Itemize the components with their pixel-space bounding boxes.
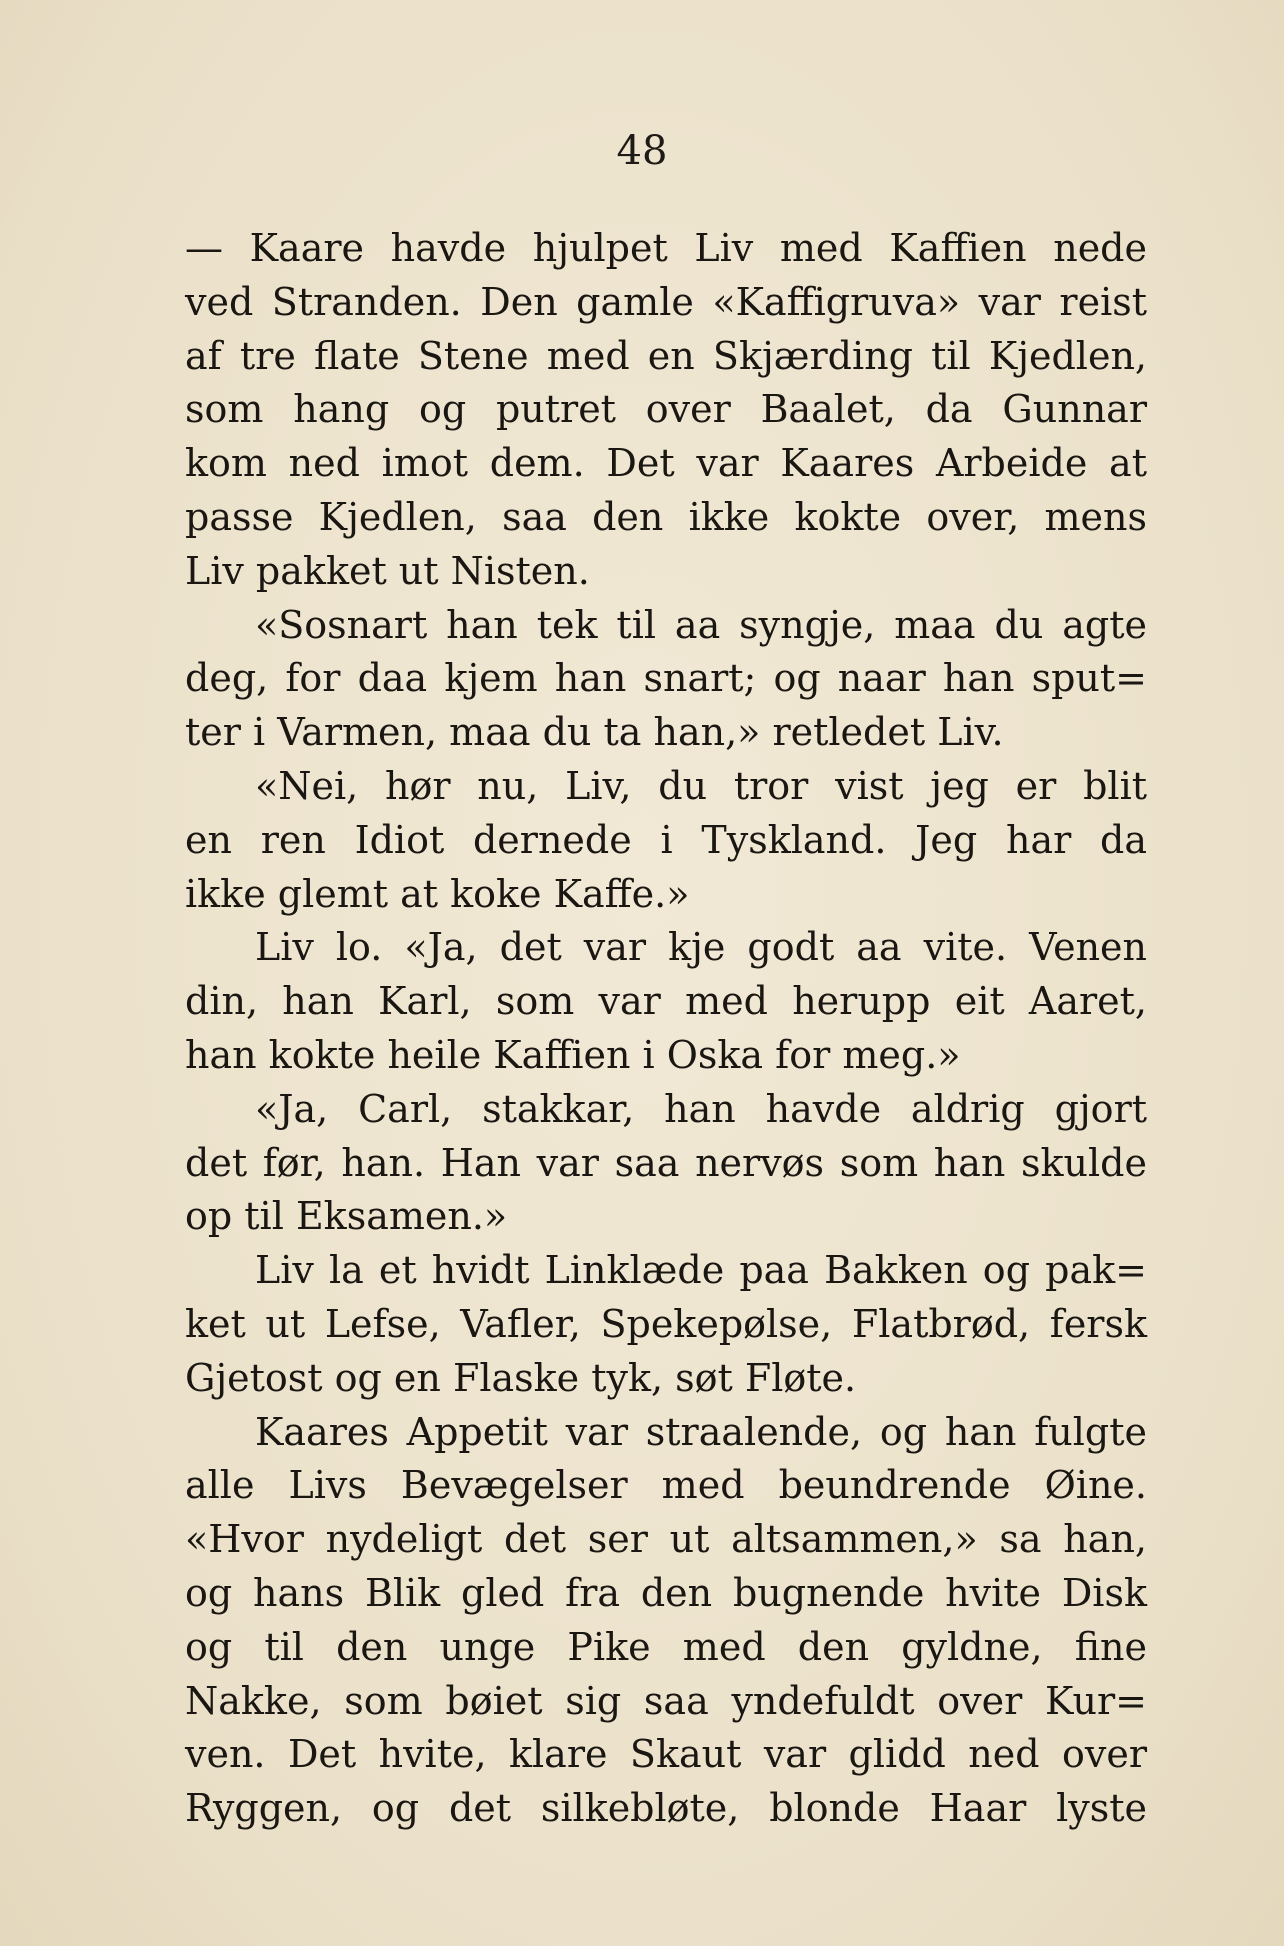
- text-line: han kokte heile Kaffien i Oska for meg.»: [185, 1032, 961, 1077]
- text-line: op til Eksamen.»: [185, 1194, 508, 1239]
- text-line: Liv la et hvidt Linklæde paa Bakken og pak=: [255, 1248, 1147, 1293]
- text-line: og hans Blik gled fra den bugnende hvite Disk: [185, 1570, 1147, 1615]
- body-text: [185, 222, 1147, 1836]
- text-line: — Kaare havde hjulpet Liv med Kaffien nede: [185, 226, 1147, 270]
- text-line: «Hvor nydeligt det ser ut altsammen,» sa han,: [185, 1517, 1147, 1562]
- text-line: af tre flate Stene med en Skjærding til Kjedlen,: [185, 333, 1147, 378]
- text-line: og til den unge Pike med den gyldne, fine: [185, 1624, 1147, 1669]
- text-line: ket ut Lefse, Vafler, Spekepølse, Flatbrød, fersk: [185, 1301, 1147, 1346]
- text-line: ikke glemt at koke Kaffe.»: [185, 871, 690, 916]
- text-line: Ryggen, og det silkebløte, blonde Haar lyste: [185, 1786, 1147, 1831]
- text-line: Gjetost og en Flaske tyk, søt Fløte.: [185, 1355, 857, 1400]
- text-line: Liv pakket ut Nisten.: [185, 548, 590, 593]
- text-line: Kaares Appetit var straalende, og han fulgte: [255, 1409, 1147, 1454]
- text-line: det før, han. Han var saa nervøs som han skulde: [185, 1140, 1147, 1185]
- text-line: som hang og putret over Baalet, da Gunnar: [185, 387, 1147, 432]
- page-number: 48: [616, 128, 668, 174]
- text-line: ven. Det hvite, klare Skaut var glidd ned over: [185, 1732, 1147, 1777]
- text-line: passe Kjedlen, saa den ikke kokte over, mens: [185, 494, 1147, 539]
- text-line: ved Stranden. Den gamle «Kaffigruva» var reist: [185, 279, 1147, 324]
- text-line: «Ja, Carl, stakkar, han havde aldrig gjort: [255, 1086, 1147, 1131]
- text-line: en ren Idiot dernede i Tyskland. Jeg har da: [185, 817, 1147, 862]
- text-line: kom ned imot dem. Det var Kaares Arbeide at: [185, 441, 1147, 486]
- text-line: ter i Varmen, maa du ta han,» retledet Liv.: [185, 710, 1004, 755]
- text-line: deg, for daa kjem han snart; og naar han sput=: [185, 656, 1147, 701]
- text-line: din, han Karl, som var med herupp eit Aaret,: [185, 979, 1147, 1024]
- text-line: Nakke, som bøiet sig saa yndefuldt over Kur=: [185, 1678, 1147, 1723]
- text-line: «Nei, hør nu, Liv, du tror vist jeg er blit: [255, 763, 1147, 808]
- text-line: alle Livs Bevægelser med beundrende Øine.: [185, 1463, 1147, 1508]
- text-line: Liv lo. «Ja, det var kje godt aa vite. Venen: [255, 925, 1147, 970]
- text-line: «Sosnart han tek til aa syngje, maa du agte: [255, 602, 1147, 647]
